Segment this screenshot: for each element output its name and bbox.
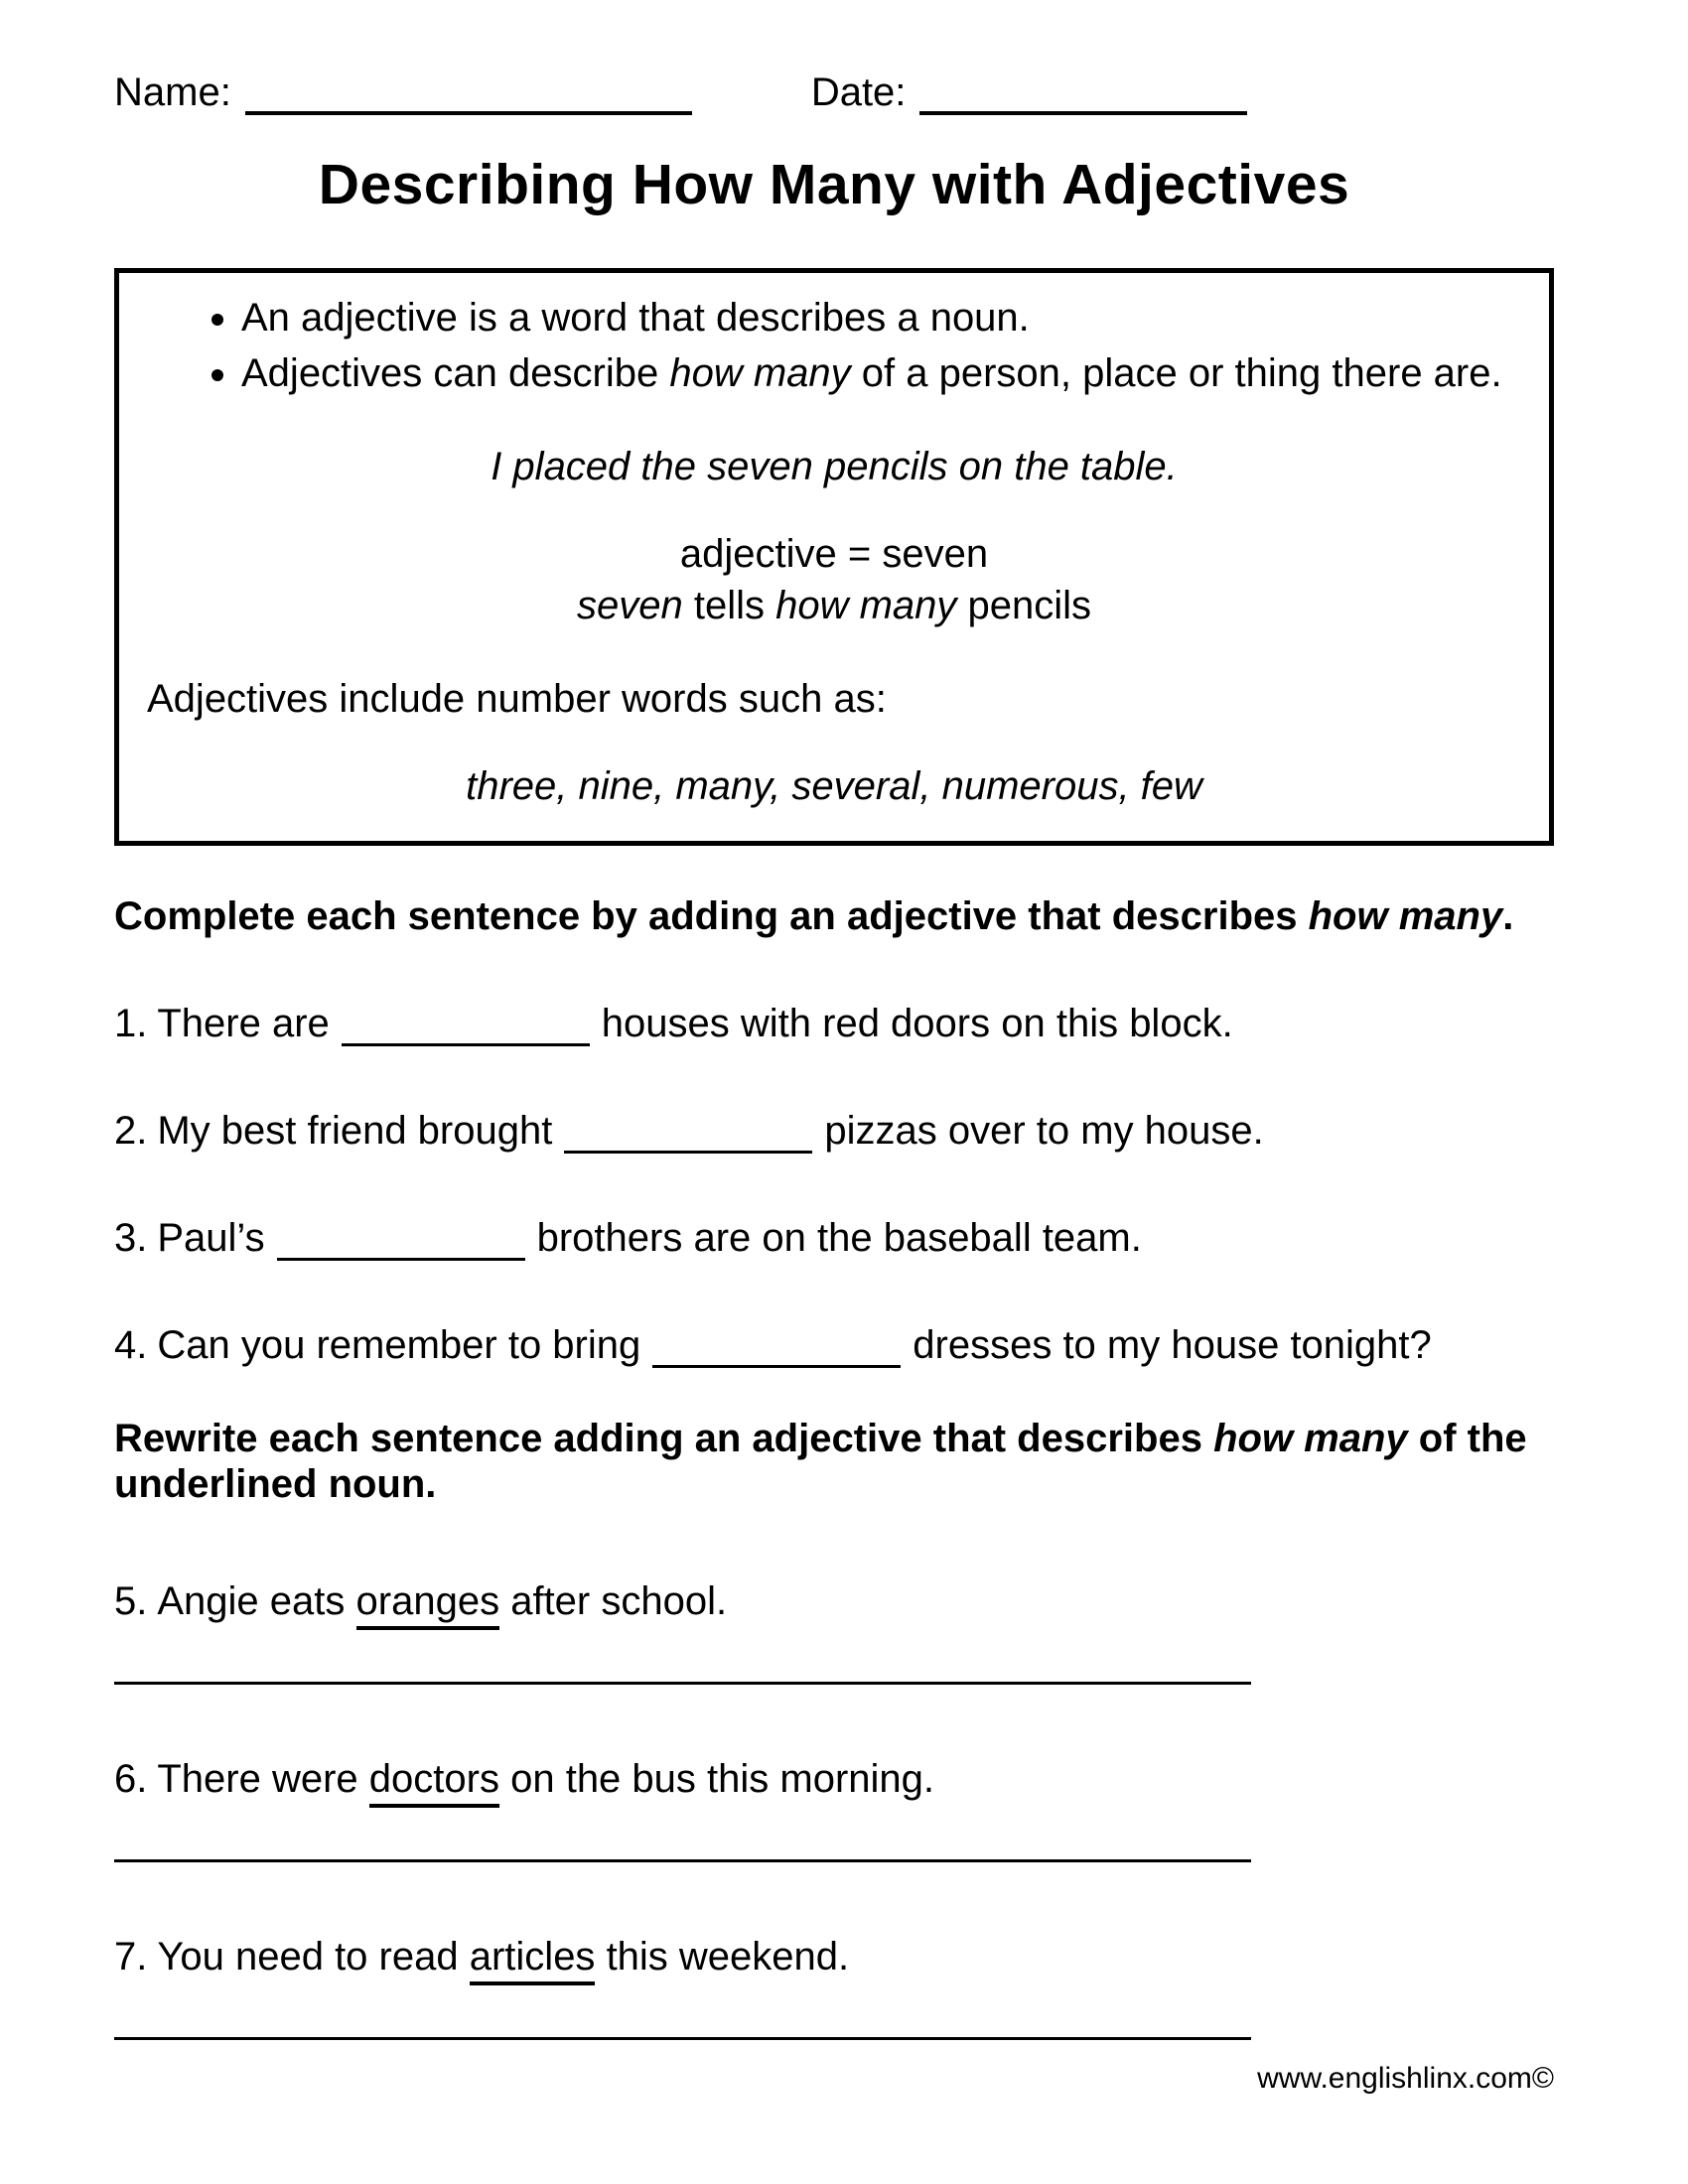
section2-instruction-italic: how many <box>1213 1416 1408 1460</box>
bullet1-text: An adjective is a word that describes a noun. <box>241 295 1030 340</box>
rewrite-answer-line-7 <box>114 2037 1251 2040</box>
name-write-line <box>245 73 692 115</box>
name-label: Name: <box>114 70 231 114</box>
rewrite-answer-line-5 <box>114 1682 1251 1685</box>
example-sentence: I placed the seven pencils on the table. <box>491 444 1178 488</box>
item-number: 6. <box>114 1756 148 1801</box>
rewrite-item-7 <box>114 1934 1554 1979</box>
section2-instruction-post: of the underlined noun. <box>114 1416 1527 1506</box>
fill-in-item-4 <box>114 1322 1554 1368</box>
fill-in-blank <box>277 1222 525 1261</box>
include-line: Adjectives include number words such as: <box>147 676 887 721</box>
rewrite-item-5 <box>114 1578 1554 1624</box>
section2-instruction-pre: Rewrite each sentence adding an adjective that describes <box>114 1416 1214 1460</box>
date-write-line <box>919 73 1247 115</box>
fill-in-blank <box>652 1329 901 1368</box>
number-words-examples: three, nine, many, several, numerous, few <box>466 763 1202 808</box>
definition-box <box>114 268 1554 846</box>
fill-in-item-1 <box>114 1001 1554 1046</box>
name-field-group <box>114 69 692 115</box>
item-number: 5. <box>114 1578 148 1623</box>
tells-italic1-text: seven <box>576 583 683 627</box>
adjective-equals-line: adjective = seven <box>679 531 989 576</box>
header-row <box>114 69 1554 115</box>
item-pre-text: Paul’s <box>157 1215 265 1260</box>
tells-mid-text: tells <box>682 583 776 627</box>
item-post-text: on the bus this morning. <box>510 1756 935 1801</box>
item-pre-text: Can you remember to bring <box>157 1322 641 1367</box>
date-field-group <box>811 69 1248 115</box>
item-number: 4. <box>114 1322 148 1367</box>
tells-line <box>147 583 1521 628</box>
item-pre-text: My best friend brought <box>157 1108 553 1153</box>
fill-in-blank <box>342 1008 590 1046</box>
fill-in-item-3 <box>114 1215 1554 1261</box>
item-post-text: brothers are on the baseball team. <box>536 1215 1142 1260</box>
site-credit: www.englishlinx.com© <box>1257 2061 1554 2095</box>
bullet2-pre-text: Adjectives can describe <box>241 350 670 395</box>
underlined-noun: oranges <box>356 1579 500 1630</box>
item-pre-text: There were <box>157 1756 358 1801</box>
date-label: Date: <box>810 70 907 114</box>
section2-instruction <box>114 1416 1554 1507</box>
definition-bullet-list <box>147 295 1521 396</box>
item-number: 1. <box>114 1001 148 1045</box>
item-pre-text: You need to read <box>157 1934 459 1979</box>
section1-instruction-italic: how many <box>1308 893 1503 938</box>
item-pre-text: There are <box>157 1001 330 1045</box>
bullet2-italic-text: how many <box>669 350 851 395</box>
page-title: Describing How Many with Adjectives <box>318 153 1350 216</box>
item-number: 7. <box>114 1934 148 1979</box>
rewrite-answer-line-6 <box>114 1859 1251 1862</box>
bullet2-post-text: of a person, place or thing there are. <box>850 350 1502 395</box>
tells-italic2-text: how many <box>775 583 957 627</box>
underlined-noun: doctors <box>369 1757 499 1808</box>
item-post-text: this weekend. <box>606 1934 850 1979</box>
item-pre-text: Angie eats <box>157 1578 346 1623</box>
underlined-noun: articles <box>470 1935 596 1985</box>
bullet-how-many <box>241 350 1521 396</box>
fill-in-item-2 <box>114 1108 1554 1154</box>
tells-post-text: pencils <box>956 583 1092 627</box>
item-post-text: after school. <box>510 1578 728 1623</box>
rewrite-item-6 <box>114 1756 1554 1802</box>
section1-instruction-pre: Complete each sentence by adding an adjective that describes <box>114 893 1309 938</box>
section1-instruction <box>114 893 1554 939</box>
item-post-text: pizzas over to my house. <box>824 1108 1264 1153</box>
bullet-definition <box>241 295 1521 341</box>
item-post-text: houses with red doors on this block. <box>601 1001 1233 1045</box>
fill-in-blank <box>564 1115 812 1154</box>
item-number: 3. <box>114 1215 148 1260</box>
item-post-text: dresses to my house tonight? <box>913 1322 1432 1367</box>
item-number: 2. <box>114 1108 148 1153</box>
section1-instruction-post: . <box>1502 893 1514 938</box>
